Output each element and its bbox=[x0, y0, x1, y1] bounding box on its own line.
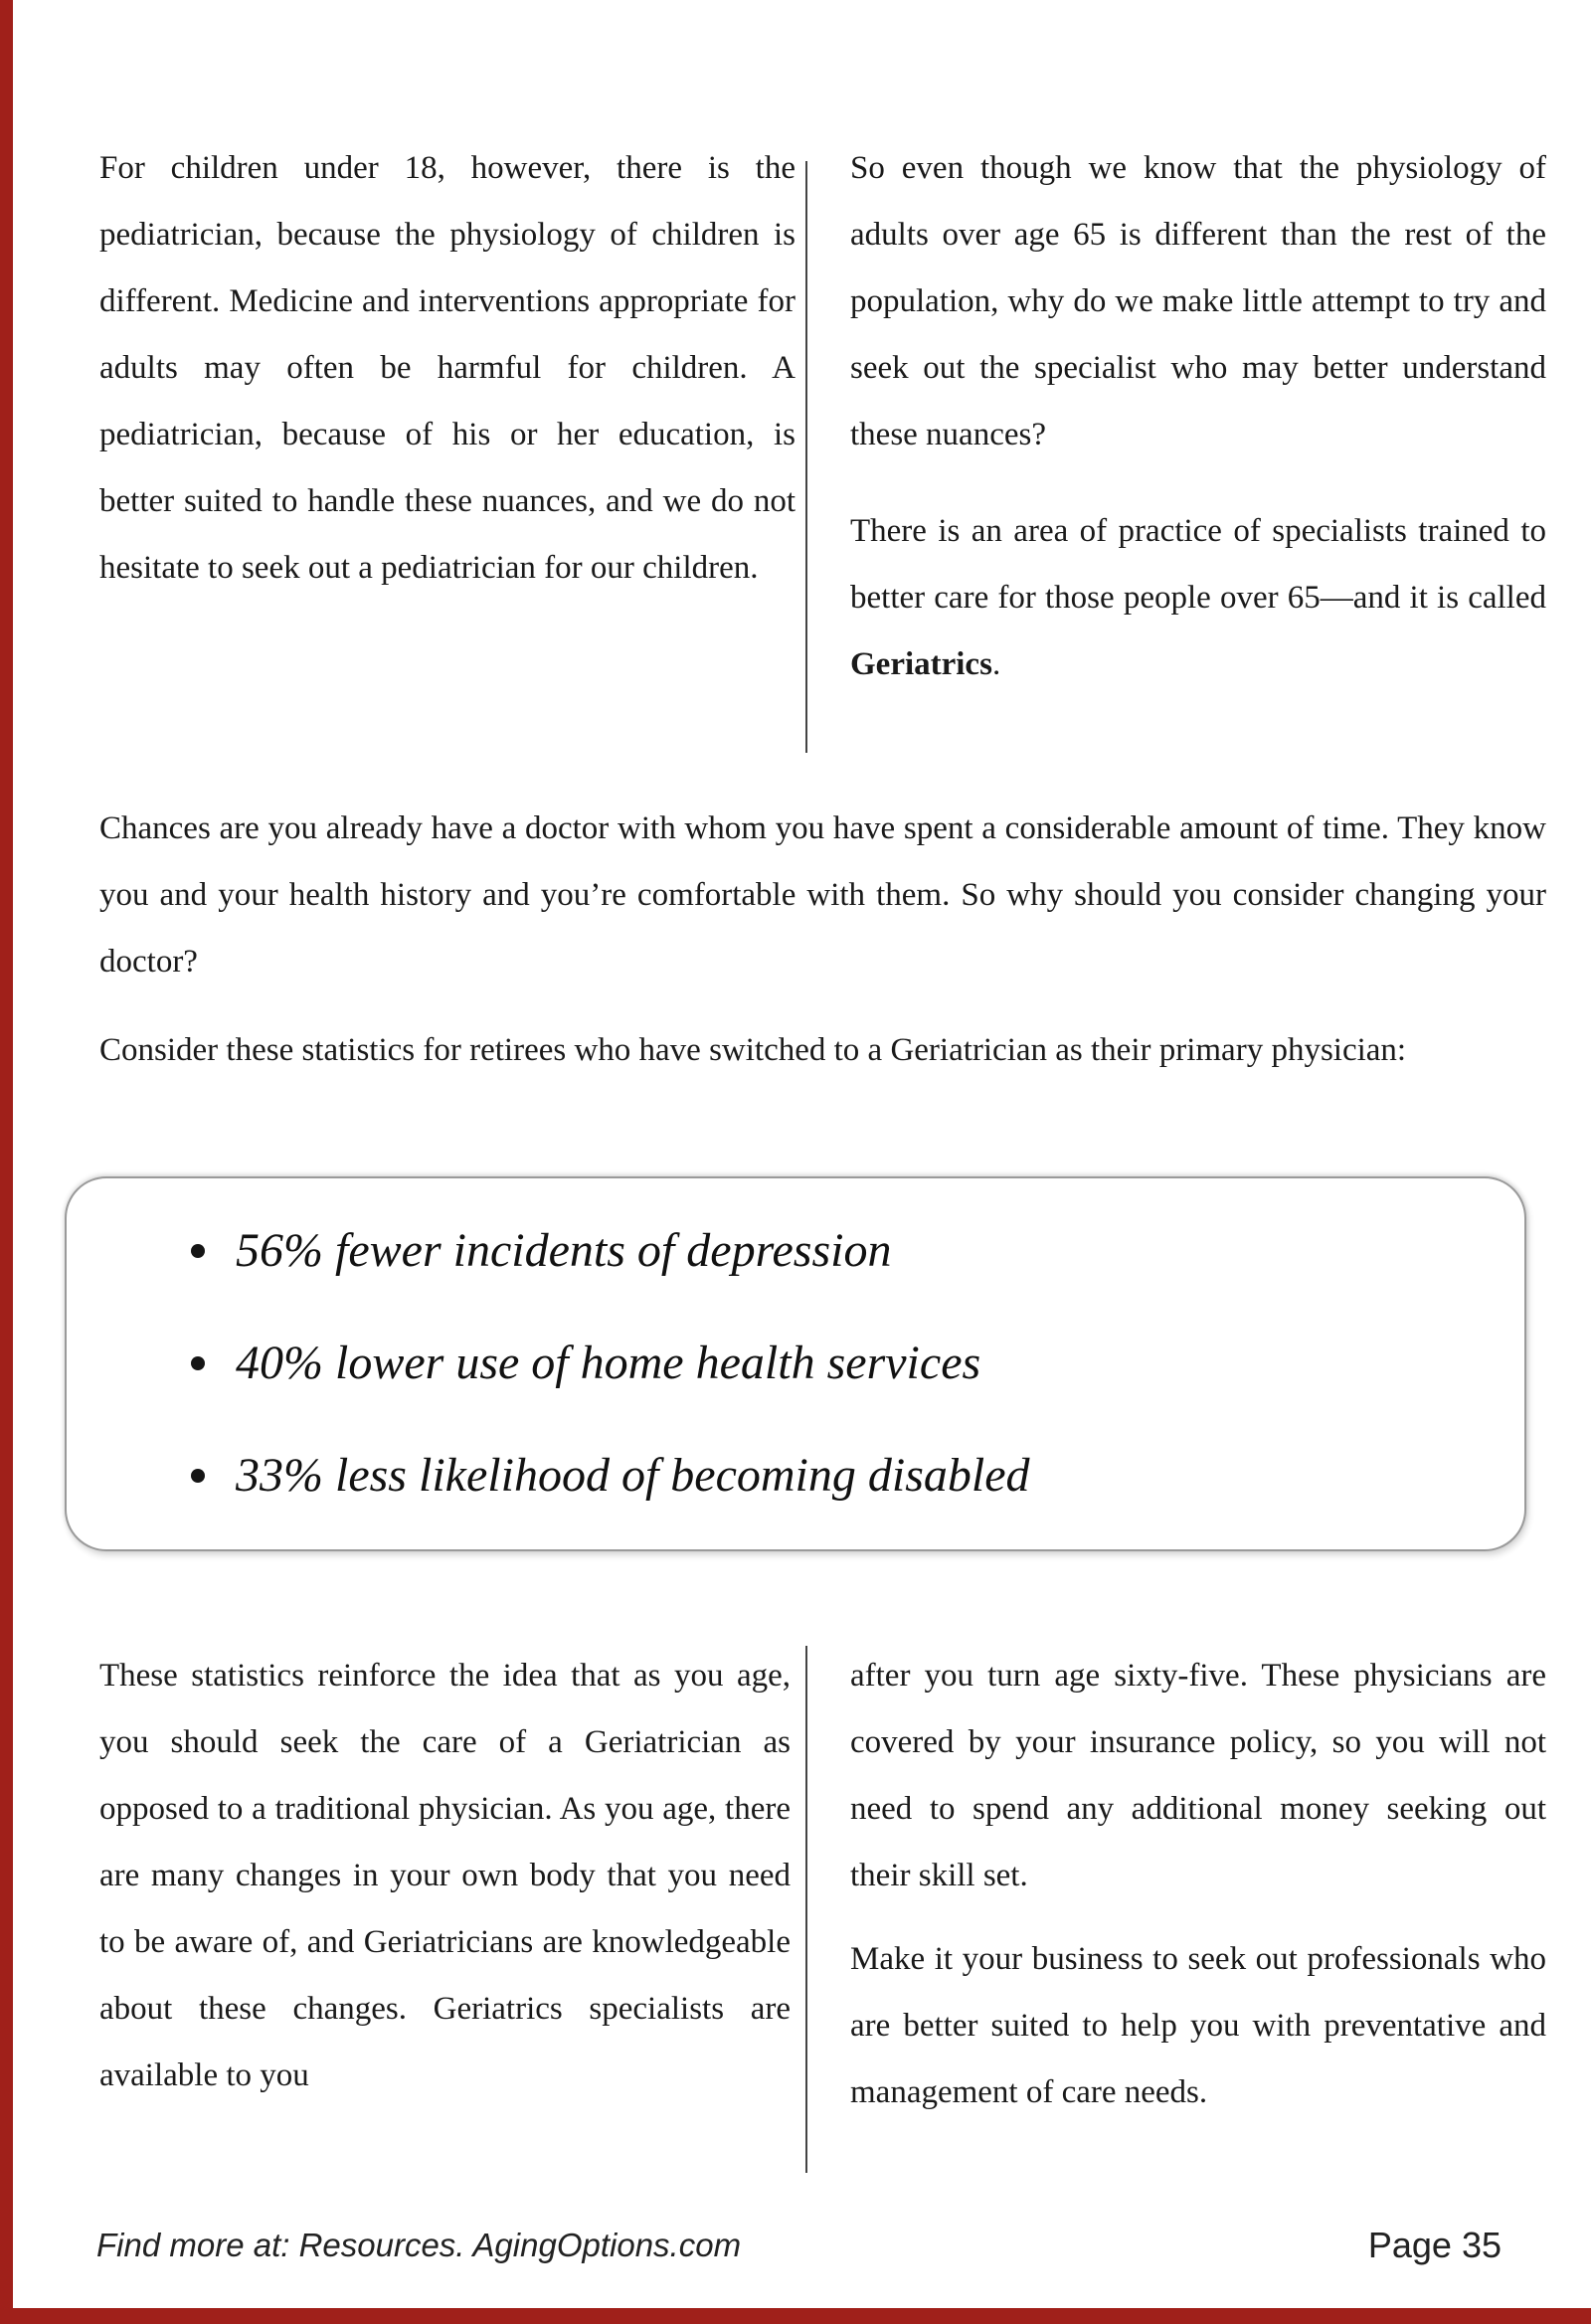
statistic-text: 40% lower use of home health services bbox=[236, 1337, 981, 1389]
bottom-left-paragraph: These statistics reinforce the idea that as you age, you should seek the care of a Geriatrician as opposed to a traditional physician. As you age, there are many changes in your own body that you need to be aware of, and Geriatricians are knowledgeable about these changes. Geriatrics specialists are available to you bbox=[99, 1658, 791, 2093]
bullet-dot-icon bbox=[191, 1469, 205, 1483]
top-left-paragraph: For children under 18, however, there is the pediatrician, because the physiology of children is different. Medicine and interventions appropriate for adults may often be harmful for children. A pediatrician, because of his or her education, is better suited to handle these nuances, and we do not hesitate to seek out a pediatrician for our children. bbox=[99, 150, 796, 586]
bottom-accent-border bbox=[0, 2308, 1591, 2324]
statistics-list bbox=[67, 1178, 1524, 1531]
top-right-paragraph-1: So even though we know that the physiology of adults over age 65 is different than the rest of the population, why do we make little attempt to try and seek out the specialist who may better understand these nuances? bbox=[850, 150, 1546, 452]
top-left-column bbox=[99, 135, 796, 602]
middle-paragraph-1: Chances are you already have a doctor with whom you have spent a considerable amount of time. They know you and your health history and you’re comfortable with them. So why should you consider changing your doctor? bbox=[99, 810, 1546, 980]
top-column-divider bbox=[805, 161, 807, 753]
statistic-text: 33% less likelihood of becoming disabled bbox=[236, 1449, 1030, 1502]
top-right-paragraph-2 bbox=[850, 498, 1546, 698]
bottom-left-column bbox=[99, 1643, 791, 2109]
top-right-column bbox=[850, 135, 1546, 698]
middle-section bbox=[99, 796, 1546, 1084]
bottom-right-column bbox=[850, 1643, 1546, 2126]
bottom-right-paragraph-1: after you turn age sixty-five. These physicians are covered by your insurance policy, so you will not need to spend any additional money seeking out their skill set. bbox=[850, 1658, 1546, 1893]
paragraph-text: There is an area of practice of specialists trained to better care for those people over 65—and it is called bbox=[850, 513, 1546, 616]
statistic-item-home-health bbox=[236, 1307, 1485, 1419]
bullet-dot-icon bbox=[191, 1356, 205, 1370]
statistics-callout-box bbox=[65, 1176, 1526, 1551]
bottom-right-paragraph-2: Make it your business to seek out professionals who are better suited to help you with preventative and management of care needs. bbox=[850, 1941, 1546, 2110]
footer-resources-note: Find more at: Resources. AgingOptions.com bbox=[96, 2227, 742, 2263]
bullet-dot-icon bbox=[191, 1244, 205, 1258]
statistic-text: 56% fewer incidents of depression bbox=[236, 1224, 892, 1277]
paragraph-text-end: . bbox=[991, 646, 1001, 682]
left-accent-border bbox=[0, 0, 13, 2324]
bottom-column-divider bbox=[805, 1646, 807, 2173]
statistic-item-depression bbox=[236, 1194, 1485, 1307]
geriatrics-bold-term: Geriatrics bbox=[850, 646, 992, 682]
page-number: Page 35 bbox=[1367, 2225, 1502, 2265]
statistic-item-disability bbox=[236, 1419, 1485, 1531]
middle-paragraph-2: Consider these statistics for retirees who have switched to a Geriatrician as their primary physician: bbox=[99, 1032, 1407, 1068]
